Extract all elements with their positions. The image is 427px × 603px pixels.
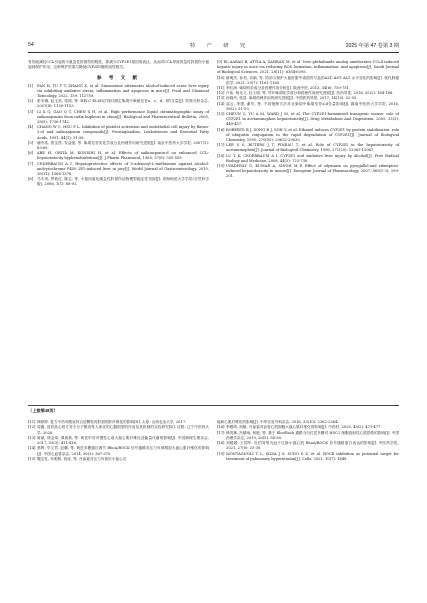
reference-text: 卢伟, 杨光义, 杜士明, 等. 竹叶柴胡化学成分和药理作用研究进展[J]. 医药导报, 2016, 35(2): 164-188.	[226, 91, 394, 96]
reference-number: [11]	[28, 420, 36, 424]
reference-number: [5]	[28, 140, 34, 145]
continued-list-right	[217, 420, 399, 462]
reference-text: LI X Q, GAO Q T, CHEN X H, et al. High performance liquid chromatographic assay of saikosaponins from radix bupleuri in china[J]. Biological and Pharmaceutical Bulletin, 2005, 28(9): 1736-1742.	[37, 109, 209, 125]
reference-text: 蒋斌, 徐金凤, 谭唐燕, 等. 黄芪甲苷对慢性心衰大鼠心肌纤维化及能量代谢的影响[J]. 中国病理生理杂志, 2017, 33(3): 411-416.	[37, 435, 209, 446]
continued-list-left	[28, 420, 209, 462]
references-list-left	[28, 84, 209, 188]
reference-number: [17]	[217, 143, 225, 148]
reference-number: [18]	[217, 441, 225, 446]
reference-number: [13]	[217, 96, 225, 101]
reference-number: [8]	[28, 177, 34, 182]
reference-item	[28, 446, 209, 457]
page-header	[28, 42, 399, 52]
reference-text: 孙晓丹, 张显. 柴胡药理作用的研究进展[J]. 中国医药导报, 2017, 14(10): 52-55.	[226, 96, 358, 101]
reference-number: [14]	[28, 446, 36, 451]
reference-number: [15]	[28, 457, 36, 462]
reference-text: 马永贵, 罗莉红, 陈志, 等. 小鼠四氯化碳急性肝损伤动物模型稳定性初探[J]. 青海师范大学学报(自然科学版), 2006, 1(1): 88-91.	[37, 177, 209, 187]
reference-text: 韩婷婷. 复方中药对酸束综合征颗粒药肝损的肝纤维化的影响[D]. 太原: 山西农业大学, 2017.	[37, 420, 187, 424]
reference-number: [7]	[28, 161, 34, 166]
reference-item	[28, 141, 209, 151]
reference-item	[28, 151, 209, 161]
reference-number: [14]	[217, 101, 225, 106]
reference-text: LEE S S, BUTERS J T, PINEAU T, et al. Role of CYP2E1 in the hepatotoxicity of acetaminophen[J]. Journal of Biological Chemistry, 1996, 271(20): 12063-12067.	[226, 143, 399, 153]
reference-number: [17]	[217, 430, 225, 435]
reference-text: 能和心肌纤维化的影响[J]. 中华实验外科杂志, 2016, 33(10): 2362-2364.	[217, 420, 339, 424]
reference-text: [9] EL-AARAG B, ATTIA A, ZAHRAN M, et al. New phthalimide analog ameliorates CCL4 induced hepatic injury in mice via reducing ROS formation, inflammation, and apoptosis[J]. Saudi Journal of Biological Sciences, 2021, 28(11): 6384-6395.	[217, 60, 399, 75]
reference-text: 邵云, 李建, 谢东, 等. 不同炮制方法对北柴胡中柴胡皂苷a,d含量影响[J]. 湖南中医药大学学报, 2016, 36(2): 51-53.	[226, 101, 399, 111]
reference-number: [12]	[28, 425, 36, 430]
reference-text: 周鑫. 莨菪品心恒方对小分子微淡等人体化的心器损型的作用及其机制的实验研究[D]. 沈阳: 辽宁中医药大学, 2020.	[37, 425, 209, 435]
reference-item	[217, 431, 399, 442]
section-divider	[28, 405, 399, 406]
reference-text: 张安娜, 赵玉英, 梁鸿, 等. HPLC-ELSD法同时测定柴胡中柴胡皂苷a、c、d、f的含量[J]. 药物分析杂志, 2007(8): 1150-1153.	[37, 99, 209, 109]
reference-text: 李红润. 柴胡有效成分及药理作用分析[J]. 陕西中医, 2013, 34(6): 750-751.	[226, 86, 351, 91]
reference-item	[217, 143, 399, 153]
continued-left-column	[28, 420, 209, 462]
reference-number: [3]	[28, 109, 34, 114]
issue-info: 2025 年第 47 卷第 3 期	[345, 43, 399, 49]
reference-item	[28, 162, 209, 178]
reference-item	[28, 425, 209, 436]
reference-item	[28, 84, 209, 100]
reference-item	[217, 441, 399, 452]
reference-text: 魏宝柱, 朱明林, 钱成, 等. 丹参素对压力负荷后小鼠心功	[37, 457, 127, 462]
right-column	[217, 60, 399, 180]
reference-text: 薛明杰, 孙昊, 宾颖, 等. 防治与保护大鼠肝脏中毒损伤与盐的ALT, AST, ALT 水平变化的影响[J]. 现代肿瘤医学, 2021, 29(7): 1161-1165.	[226, 75, 399, 85]
reference-text: LU Y K, CEDERBAUM A I. CYP2E1 and oxidative liver injury by alcohol[J]. Free Radical Biology and Medicine, 2008, 44(5): 723-738.	[226, 153, 399, 163]
journal-name: 特 产 研 究	[190, 43, 251, 49]
header-rule	[28, 52, 399, 53]
reference-number: [12]	[217, 91, 225, 96]
continued-label: （上接第48页）	[28, 408, 58, 413]
reference-number: [13]	[28, 435, 36, 440]
reference-item	[28, 436, 209, 447]
reference-item	[217, 452, 399, 463]
reference-number: [19]	[217, 164, 225, 169]
reference-item	[217, 76, 399, 86]
reference-number: [15]	[217, 112, 225, 117]
reference-item	[217, 154, 399, 164]
reference-text: 李雅琦, 何敏, 丹参素对血管心肌细胞大鼠心肌纤维化的影响[J]. 中药材, 2020, 43(2): 473-477.	[226, 425, 382, 430]
reference-text: 韩茂林, 冯晴雨, 何艳, 等. 基于 Rho/Rock 通路当归红芪多糖对 HSC2 细胞放射性心肌损伤的影响[J]. 中国药理学杂志, 2019, 26(5): 54-58.	[226, 430, 399, 440]
reference-text: CEDERBAUM A I. Hepatoprotective effects of S-adenosyl-L-methionine against alcohol-andcytochrome P450 2E1-induced liver in jury[J]. World Journal of Gastroenterology, 2010, 16(11): 1366-1376.	[37, 161, 209, 177]
reference-text: 蔡辉, 毕文君, 赵鹏, 等. 黄芪多糖通过调节 RhoA/ROCK 信号通路对压力负荷增加大鼠心肌纤维化的影响[J]. 中国心血管杂志, 2014, 30(3): 367-370.	[37, 446, 209, 456]
reference-item	[28, 125, 209, 141]
reference-item	[28, 177, 209, 187]
reference-item	[28, 110, 209, 126]
reference-item	[28, 457, 209, 462]
page-number: 54	[28, 42, 34, 48]
reference-text: CHEUN C, YU A M, WARD J M, et al. The CYP2E1-humanized transgenic mouse: role of CYP2E1 in acetaminophen hepatotoxicity[J]. Drug Metabolism And Disposition, 2005, 33(3): 449-457.	[226, 112, 399, 127]
body-paragraph: 有效地减轻CCl₄引起的小鼠急性肝损伤的程度，抑减少CYP2E1基因的表达，从而对CCl₄导致的急性肝损伤小鼠起到保护作用，这种保护效果与降低CYP2E1酶的活性相关。	[28, 60, 209, 70]
reference-number: [11]	[217, 86, 225, 91]
reference-text: ROBERTS B J, SONG B J, SOH Y, et al. Ethanol induces CYP2E1 by protein stabilization. role of ubiquitin conjugation in the rapid degradation of CYP2E1[J]. Journal of Biological Chemistry, 1995, 270(50): 29632-29635.	[226, 127, 399, 143]
reference-number: [2]	[28, 99, 34, 104]
references-list-right	[217, 60, 399, 180]
reference-number: [1]	[28, 83, 34, 88]
reference-text: 刘媛媛, 王国华. 杜伯易等丸冠于过脉小鼠心肌 RhoA/ROCK 信号通路蛋白表达的影响[J]. 中医药学报, 2021, 27(8): 25-30.	[226, 441, 399, 451]
left-column	[28, 60, 209, 188]
reference-number: [16]	[217, 127, 225, 132]
reference-number: [19]	[217, 451, 225, 456]
reference-text: UPADHYAY G, KUMAR A, SINGH M P. Effect of silymarin on pyrogallol-and rifampicin-induced hepatotoxicity in mouse[J]. European Journal of Pharmacology, 2007, 565(1-3): 190-201.	[226, 164, 399, 179]
continued-right-column	[217, 420, 399, 462]
reference-text: 谢东浩, 蔡宝昌, 安益强, 等. 柴胡皂苷类化学成分及药理作用研究进展[J]. 南京中医药大学学报, 2007(1): 63-65.	[37, 140, 209, 151]
reference-number: [18]	[217, 153, 225, 158]
reference-number: [10]	[217, 75, 225, 80]
reference-item	[28, 99, 209, 109]
reference-text: MONTAGNOLI T L, SILVA J S, SUDO S Z, et al. ROCK inhibition as potential target for treatment of pulmonary hypertension[J]. Cells, 2021, 10(7): 1648.	[226, 451, 399, 462]
references-title: 参 考 文 献	[96, 75, 141, 81]
reference-item	[217, 128, 399, 144]
reference-number: [4]	[28, 125, 34, 130]
reference-item	[217, 60, 399, 76]
reference-text: ABE H, ORITA M, KONISHI H, et al. Effects of saikosaponin-d on enhanced CCl₄-hepatotoxicity byphenobarbitone[J]. J Pharm Pharmacol, 1985, 37(8): 555-559.	[37, 151, 209, 161]
reference-text: FAN H, TU T T, ZHANG X, et al. Sinomenine attenuates alcohol-induced acute liver injury via inhibiting oxidative stress, inflammation and apoptosis in mice[J]. Food and Chemical Toxicology, 2022, 159: 112759.	[37, 83, 209, 99]
reference-number: [16]	[217, 425, 225, 430]
reference-item	[217, 102, 399, 112]
reference-text: CHANG W C, HSU F L. Inhibition of platelet activation and endothelial cell injury by flavan-3-ol and saikosaponin compounds[J]. Prostaglandins, Leukotrienes and Essential Fatty Acids, 1991, 44(1): 51-56.	[37, 125, 209, 140]
reference-item	[217, 112, 399, 128]
reference-item	[217, 164, 399, 180]
reference-number: [6]	[28, 151, 34, 156]
